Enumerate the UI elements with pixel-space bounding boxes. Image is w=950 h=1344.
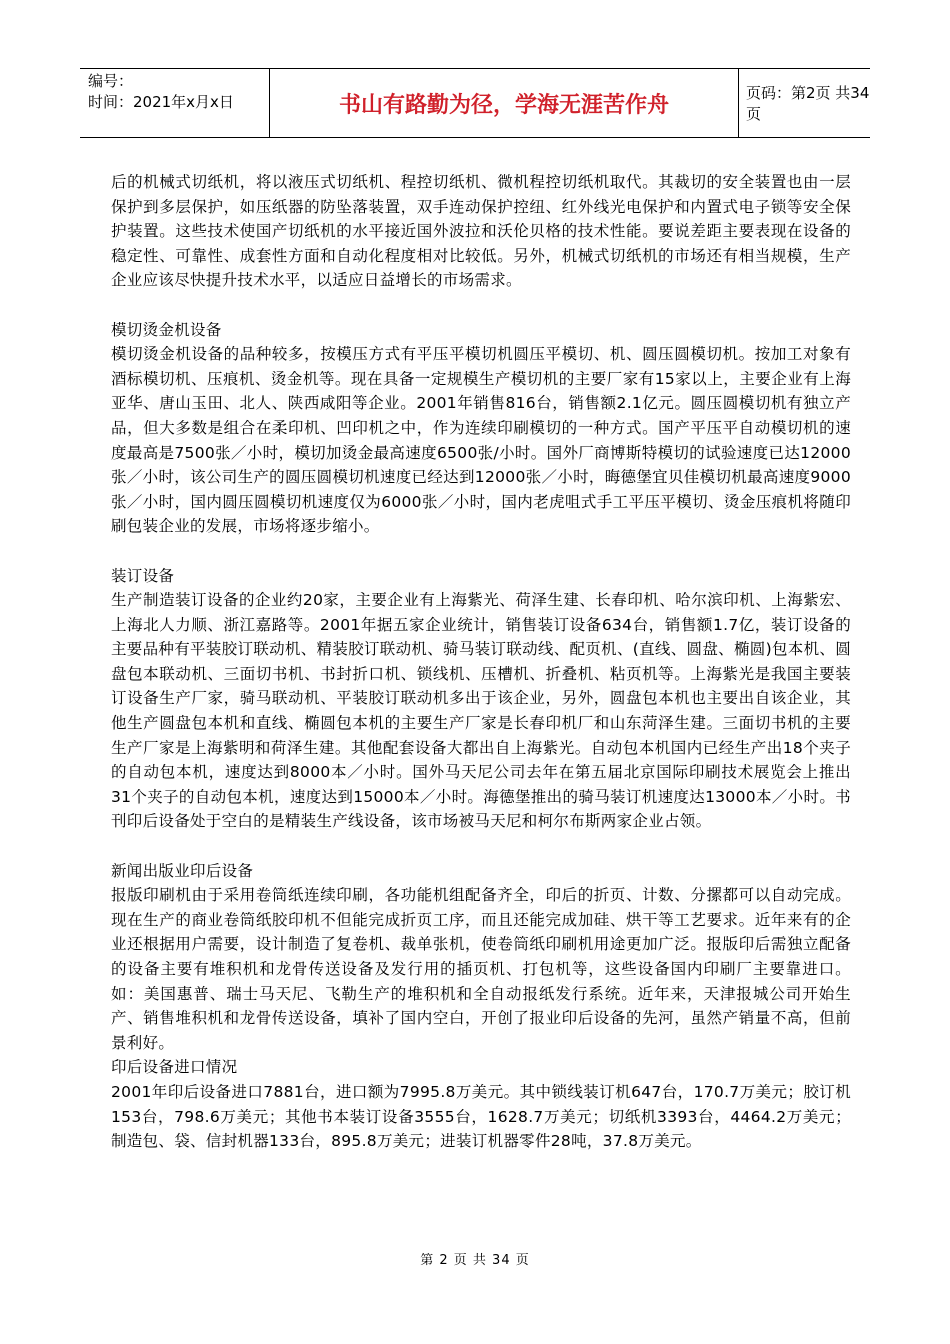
header-motto: 书山有路勤为径，学海无涯苦作舟 xyxy=(270,69,739,137)
header-page-info: 页码：第2页 共34页 xyxy=(746,84,870,123)
paragraph-imports: 2001年印后设备进口7881台，进口额为7995.8万美元。其中锁线装订机647台，170.7万美元；胶订机153台，798.6万美元；其他书本装订设备3555台，1628.7万美元；切纸机3393台，4464.2万美元；制造包、袋、信封机器133台，895.8万美元；进装订机器零件28吨，37.8万美元。 xyxy=(111,1082,851,1151)
document-number-label: 编号： xyxy=(88,72,134,90)
page-footer: 第 2 页 共 34 页 xyxy=(420,1253,530,1268)
section-heading-imports: 印后设备进口情况 xyxy=(111,1058,238,1077)
page-header xyxy=(80,68,870,138)
section-heading-die-cutting: 模切烫金机设备 xyxy=(111,320,222,339)
paragraph-newspaper: 报版印刷机由于采用卷筒纸连续印刷，各功能机组配备齐全，印后的折页、计数、分摞都可以自动完成。现在生产的商业卷筒纸胶印机不但能完成折页工序，而且还能完成加硅、烘干等工艺要求。近年来有的企业还根据用户需要，设计制造了复卷机、裁单张机，使卷筒纸印刷机用途更加广泛。报版印后需独立配备的设备主要有堆积机和龙骨传送设备及发行用的插页机、打包机等，这些设备国内印刷厂主要靠进口。如：美国惠普、瑞士马天尼、飞勒生产的堆积机和全自动报纸发行系统。近年来，天津报城公司开始生产、销售堆积机和龙骨传送设备，填补了国内空白，开创了报业印后设备的先河，虽然产销量不高，但前景利好。 xyxy=(111,886,851,1052)
document-date: 时间：2021年x月x日 xyxy=(88,93,234,111)
paragraph-binding: 生产制造装订设备的企业约20家，主要企业有上海紫光、荷泽生建、长春印机、哈尔滨印机、上海紫宏、上海北人力顺、浙江嘉路等。2001年据五家企业统计，销售装订设备634台，销售额1.7亿，装订设备的主要品种有平装胶订联动机、精装胶订联动机、骑马装订联动线、配页机、(直线、圆盘、椭圆)包本机、圆盘包本联动机、三面切书机、书封折口机、锁线机、压槽机、折叠机、粘页机等。上海紫光是我国主要装订设备生产厂家，骑马联动机、平装胶订联动机多出于该企业，另外，圆盘包本机也主要出自该企业，其他生产圆盘包本机和直线、椭圆包本机的主要生产厂家是长春印机厂和山东菏泽生建。三面切书机的主要生产厂家是上海紫明和荷泽生建。其他配套设备大都出自上海紫光。自动包本机国内已经生产出18个夹子的自动包本机，速度达到8000本／小时。国外马天尼公司去年在第五届北京国际印刷技术展览会上推出31个夹子的自动包本机，速度达到15000本／小时。海德堡推出的骑马装订机速度达13000本／小时。书刊印后设备处于空白的是精装生产线设备，该市场被马天尼和柯尔布斯两家企业占领。 xyxy=(111,591,851,831)
section-heading-binding: 装订设备 xyxy=(111,566,175,585)
section-heading-newspaper: 新闻出版业印后设备 xyxy=(111,861,254,880)
paragraph-die-cutting: 模切烫金机设备的品种较多，按模压方式有平压平模切机圆压平模切、机、圆压圆模切机。按加工对象有酒标模切机、压痕机、烫金机等。现在具备一定规模生产模切机的主要厂家有15家以上，主要企业有上海亚华、唐山玉田、北人、陕西咸阳等企业。2001年销售816台，销售额2.1亿元。圆压圆模切机有独立产品，但大多数是组合在柔印机、凹印机之中，作为连续印刷模切的一种方式。国产平压平自动模切机的速度最高是7500张／小时，模切加烫金最高速度6500张/小时。国外厂商博斯特模切的试验速度已达12000张／小时，该公司生产的圆压圆模切机速度已经达到12000张／小时，晦德堡宜贝佳模切机最高速度9000张／小时，国内圆压圆模切机速度仅为6000张／小时，国内老虎咀式手工平压平模切、烫金压痕机将随印刷包装企业的发展，市场将逐步缩小。 xyxy=(111,345,851,536)
header-meta xyxy=(80,69,270,137)
document-body xyxy=(111,170,851,1154)
paragraph-cutting-machines: 后的机械式切纸机，将以液压式切纸机、程控切纸机、微机程控切纸机取代。其裁切的安全装置也由一层保护到多层保护，如压纸器的防坠落装置，双手连动保护控纽、红外线光电保护和内置式电子锁等安全保护装置。这些技术使国产切纸机的水平接近国外波拉和沃伦贝格的技术性能。要说差距主要表现在设备的稳定性、可靠性、成套性方面和自动化程度相对比较低。另外，机械式切纸机的市场还有相当规模，生产企业应该尽快提升技术水平，以适应日益增长的市场需求。 xyxy=(111,173,851,290)
